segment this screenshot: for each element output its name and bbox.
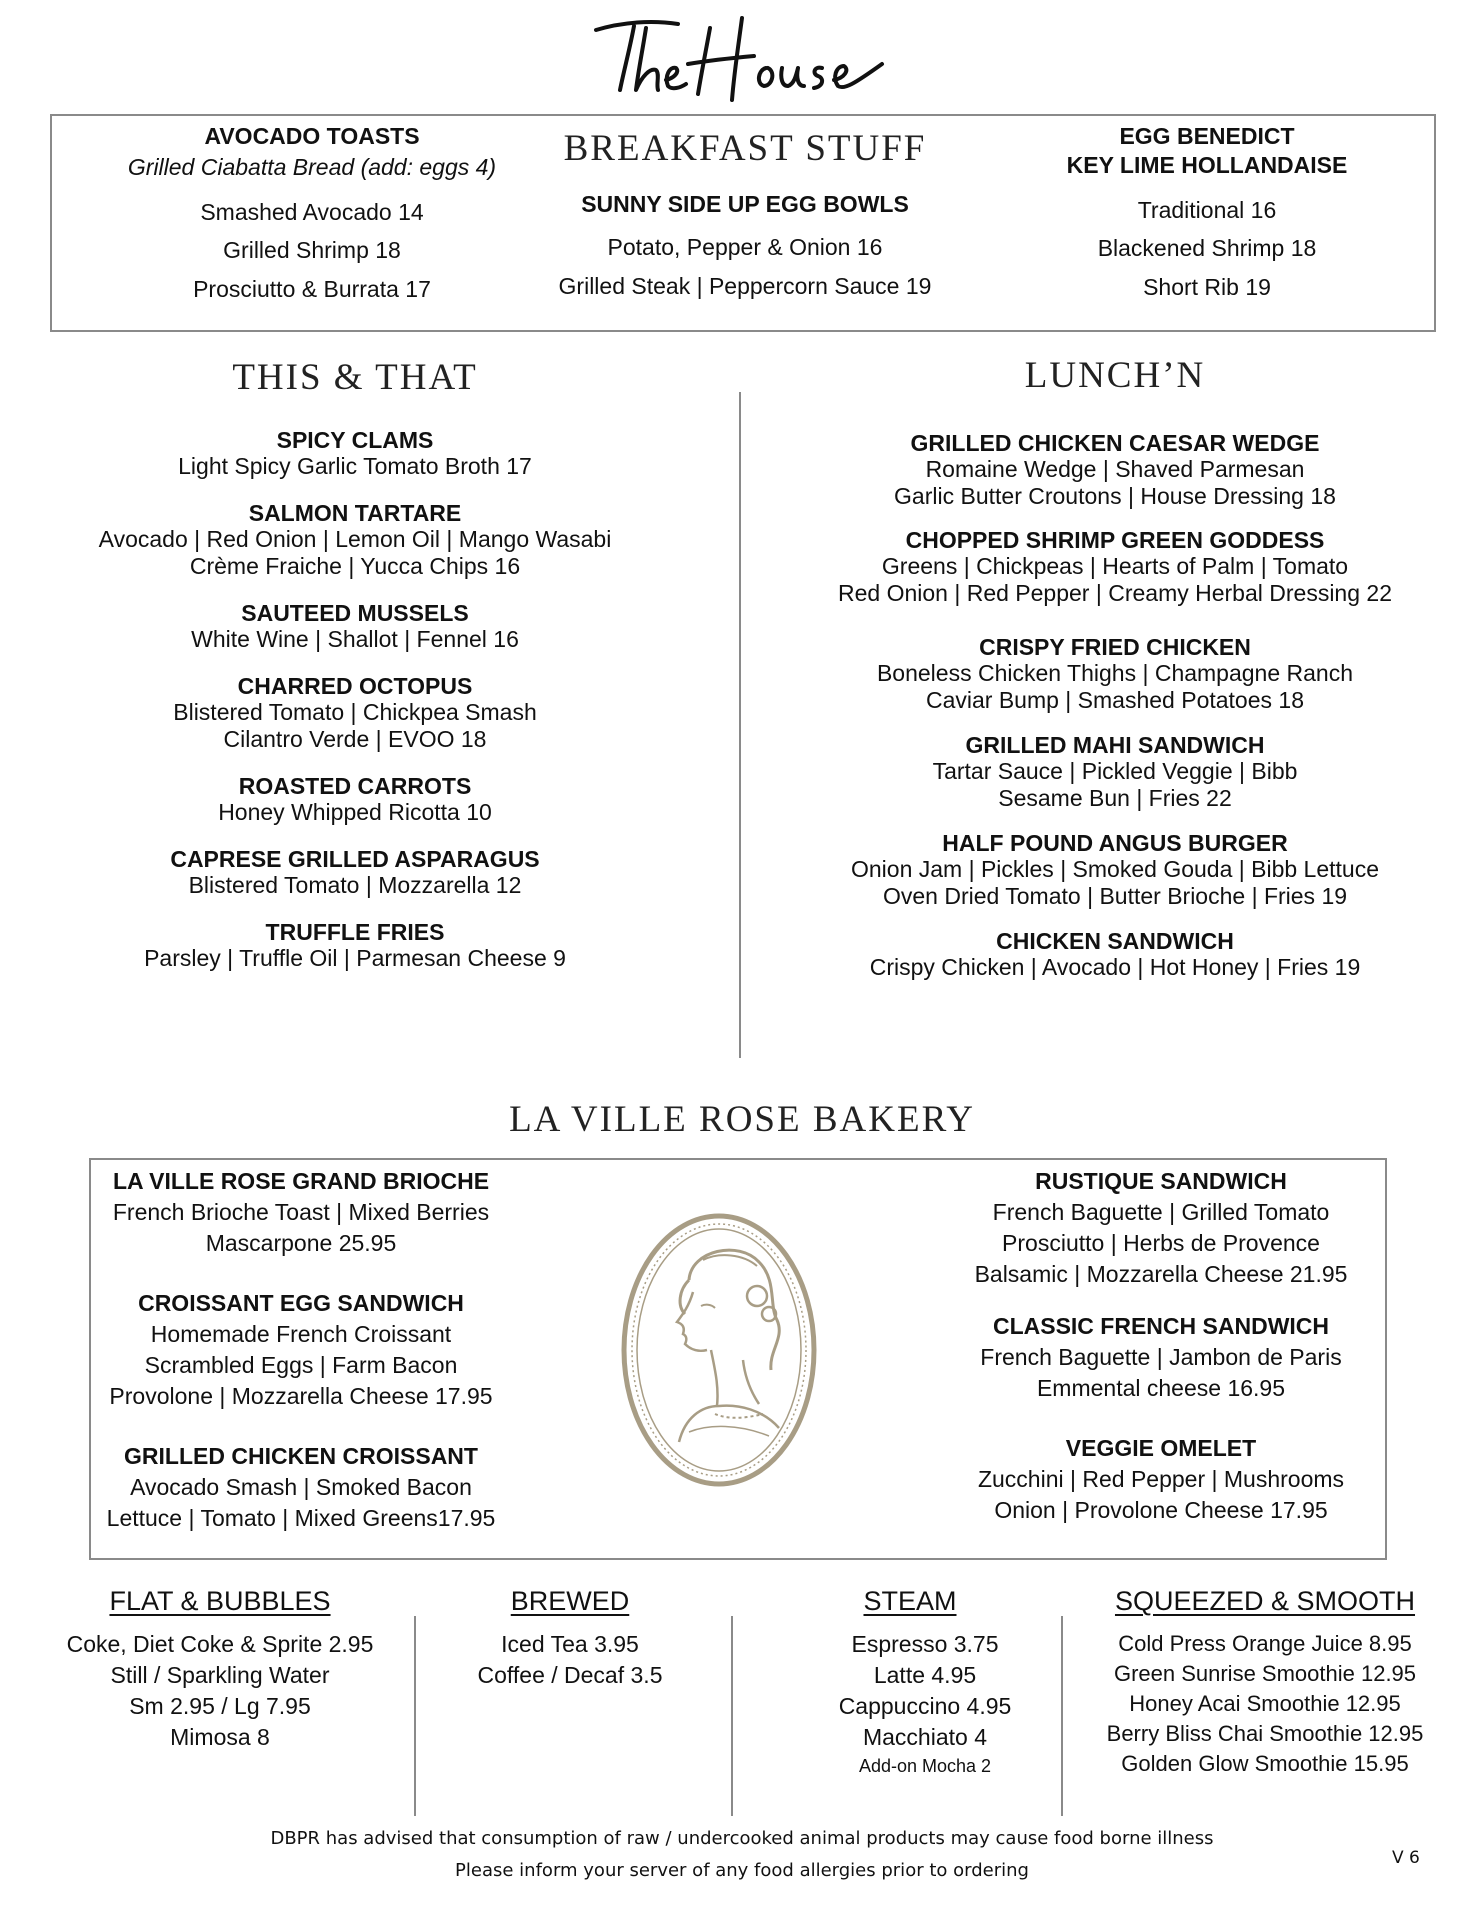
dish-name: GRILLED CHICKEN CAESAR WEDGE <box>910 430 1320 456</box>
drinks-heading: SQUEEZED & SMOOTH <box>1114 1586 1416 1616</box>
bakery-box <box>89 1158 1387 1560</box>
drink-item: Cold Press Orange Juice 8.95 <box>1118 1631 1412 1656</box>
dish-desc: Honey Whipped Ricotta 10 <box>218 799 492 825</box>
drinks-list <box>790 1629 1060 1779</box>
key-lime-heading: KEY LIME HOLLANDAISE <box>1066 151 1348 178</box>
dish-name: CRISPY FRIED CHICKEN <box>979 634 1251 660</box>
dish <box>40 673 670 753</box>
dish <box>91 1166 511 1259</box>
breakfast-item: Short Rib 19 <box>1143 274 1271 300</box>
dish-name: CHARRED OCTOPUS <box>237 673 473 699</box>
dish <box>790 928 1440 981</box>
dish <box>40 846 670 899</box>
drink-item: Honey Acai Smoothie 12.95 <box>1129 1691 1401 1716</box>
egg-bowls-section <box>522 116 968 301</box>
dish-desc: Light Spicy Garlic Tomato Broth 17 <box>178 453 532 479</box>
dish-name: SAUTEED MUSSELS <box>241 600 469 626</box>
dish-name: VEGGIE OMELET <box>1065 1435 1257 1461</box>
dish-desc: Homemade French Croissant <box>150 1321 452 1347</box>
drinks-heading: FLAT & BUBBLES <box>109 1586 331 1616</box>
dish-name: GRILLED CHICKEN CROISSANT <box>124 1443 478 1469</box>
lunch-title: LUNCH’N <box>1024 355 1206 396</box>
this-and-that-title: THIS & THAT <box>232 357 478 398</box>
dish-desc: Avocado | Red Onion | Lemon Oil | Mango Wasabi <box>98 526 612 552</box>
allergy-notice: Please inform your server of any food allergies prior to ordering <box>455 1860 1029 1881</box>
dish-name: SPICY CLAMS <box>276 427 434 453</box>
egg-bowls-heading: SUNNY SIDE UP EGG BOWLS <box>581 191 909 218</box>
dish-desc: Sesame Bun | Fries 22 <box>998 785 1232 811</box>
logo-script <box>582 8 902 103</box>
avocado-toasts-subheading: Grilled Ciabatta Bread (add: eggs 4) <box>127 153 497 180</box>
breakfast-box <box>50 114 1436 332</box>
dish <box>951 1311 1371 1404</box>
version-label: V 6 <box>1392 1848 1420 1868</box>
drink-item: Still / Sparkling Water <box>110 1662 330 1688</box>
dish-desc: Provolone | Mozzarella Cheese 17.95 <box>109 1383 493 1409</box>
drink-item: Macchiato 4 <box>862 1724 987 1750</box>
dish-desc: Boneless Chicken Thighs | Champagne Ranch <box>876 660 1354 686</box>
drink-item: Green Sunrise Smoothie 12.95 <box>1113 1661 1417 1686</box>
dish-desc: Onion Jam | Pickles | Smoked Gouda | Bibb Lettuce <box>850 856 1380 882</box>
drink-item: Mimosa 8 <box>170 1724 270 1750</box>
cameo-portrait-icon <box>619 1210 819 1490</box>
drinks-divider <box>731 1616 733 1816</box>
lunch-list <box>790 430 1440 981</box>
dish-name: CLASSIC FRENCH SANDWICH <box>992 1313 1330 1339</box>
drinks-flat-bubbles <box>40 1586 400 1753</box>
breakfast-item: Grilled Shrimp 18 <box>223 237 401 264</box>
dish-desc: Crème Fraiche | Yucca Chips 16 <box>189 553 521 579</box>
dish <box>40 773 670 826</box>
dish-name: RUSTIQUE SANDWICH <box>1035 1168 1287 1194</box>
drink-item: Espresso 3.75 <box>851 1631 999 1657</box>
dish-name: CHICKEN SANDWICH <box>996 928 1234 954</box>
health-disclaimer: DBPR has advised that consumption of raw / undercooked animal products may cause food borne illness <box>270 1828 1214 1849</box>
dish-desc: Emmental cheese 16.95 <box>1036 1375 1286 1401</box>
dish <box>790 634 1440 714</box>
dish-name: SALMON TARTARE <box>248 500 462 526</box>
drink-note: Add-on Mocha 2 <box>858 1756 992 1776</box>
drinks-list <box>430 1629 710 1691</box>
dish-desc: Prosciutto | Herbs de Provence <box>1002 1230 1320 1256</box>
breakfast-item: Traditional 16 <box>1137 196 1277 223</box>
dish-desc: Zucchini | Red Pepper | Mushrooms <box>977 1466 1345 1492</box>
drinks-list <box>40 1629 400 1753</box>
drinks-list <box>1080 1629 1450 1779</box>
dish-desc: White Wine | Shallot | Fennel 16 <box>191 626 519 652</box>
dish-name: CROISSANT EGG SANDWICH <box>138 1290 464 1316</box>
cameo-illustration <box>619 1210 819 1490</box>
bakery-right-list <box>951 1166 1371 1526</box>
dish-name: ROASTED CARROTS <box>238 773 472 799</box>
breakfast-item: Prosciutto & Burrata 17 <box>193 276 431 302</box>
dish-desc: Tartar Sauce | Pickled Veggie | Bibb <box>932 758 1298 784</box>
dish-desc: Balsamic | Mozzarella Cheese 21.95 <box>974 1261 1348 1287</box>
dish <box>790 732 1440 812</box>
breakfast-item: Potato, Pepper & Onion 16 <box>607 234 883 260</box>
dish-desc: Blistered Tomato | Chickpea Smash <box>173 699 537 725</box>
dish-name: CAPRESE GRILLED ASPARAGUS <box>170 846 540 872</box>
dish-desc: Oven Dried Tomato | Butter Brioche | Fries 19 <box>882 883 1348 909</box>
drink-item: Sm 2.95 / Lg 7.95 <box>129 1693 311 1719</box>
breakfast-title: BREAKFAST STUFF <box>563 128 927 169</box>
dish-desc: Lettuce | Tomato | Mixed Greens17.95 <box>106 1505 496 1531</box>
dish-desc: Red Onion | Red Pepper | Creamy Herbal Dressing 22 <box>838 580 1392 606</box>
dish-desc: French Baguette | Grilled Tomato <box>992 1199 1330 1225</box>
egg-benedict-heading: EGG BENEDICT <box>1119 123 1295 149</box>
drink-item: Latte 4.95 <box>873 1662 977 1688</box>
dish <box>790 830 1440 910</box>
dish-desc: Mascarpone 25.95 <box>205 1230 397 1256</box>
dish-desc: Blistered Tomato | Mozzarella 12 <box>188 872 522 898</box>
dish-desc: Romaine Wedge | Shaved Parmesan <box>925 456 1305 482</box>
drinks-divider <box>1061 1616 1063 1816</box>
egg-benedict-section <box>997 116 1417 302</box>
drink-item: Cappuccino 4.95 <box>838 1693 1012 1719</box>
dish <box>91 1288 511 1412</box>
dish-desc: Scrambled Eggs | Farm Bacon <box>144 1352 458 1378</box>
dish-desc: Cilantro Verde | EVOO 18 <box>223 726 487 752</box>
dish-desc: Parsley | Truffle Oil | Parmesan Cheese 9 <box>144 945 566 971</box>
drinks-steam <box>760 1586 1060 1779</box>
drinks-divider <box>414 1616 416 1816</box>
drink-item: Coffee / Decaf 3.5 <box>477 1662 663 1688</box>
dish-name: GRILLED MAHI SANDWICH <box>965 732 1265 758</box>
drink-item: Iced Tea 3.95 <box>501 1631 639 1657</box>
drinks-brewed <box>430 1586 710 1691</box>
dish-name: HALF POUND ANGUS BURGER <box>942 830 1288 856</box>
drinks-heading: BREWED <box>510 1586 630 1616</box>
this-and-that-list <box>40 427 670 972</box>
dish <box>40 427 670 480</box>
dish <box>790 527 1440 607</box>
dish-name: CHOPPED SHRIMP GREEN GODDESS <box>905 527 1325 553</box>
dish <box>40 919 670 972</box>
dish-desc: French Baguette | Jambon de Paris <box>980 1344 1342 1370</box>
dish <box>951 1166 1371 1290</box>
drinks-squeezed-smooth <box>1080 1586 1450 1779</box>
bakery-left-list <box>91 1166 511 1534</box>
dish-desc: Crispy Chicken | Avocado | Hot Honey | Fries 19 <box>869 954 1361 980</box>
dish <box>40 600 670 653</box>
logo <box>0 8 1484 103</box>
dish-name: TRUFFLE FRIES <box>265 919 445 945</box>
dish-desc: Greens | Chickpeas | Hearts of Palm | Tomato <box>881 553 1349 579</box>
column-divider <box>739 392 741 1058</box>
dish <box>951 1433 1371 1526</box>
bakery-title: LA VILLE ROSE BAKERY <box>509 1099 975 1140</box>
drinks-heading: STEAM <box>863 1586 957 1616</box>
breakfast-item: Blackened Shrimp 18 <box>1097 235 1317 262</box>
avocado-toasts-section <box>72 116 552 304</box>
dish <box>40 500 670 580</box>
drink-item: Coke, Diet Coke & Sprite 2.95 <box>66 1631 374 1657</box>
breakfast-item: Grilled Steak | Peppercorn Sauce 19 <box>558 272 932 299</box>
dish-desc: Avocado Smash | Smoked Bacon <box>130 1474 472 1500</box>
dish-desc: Onion | Provolone Cheese 17.95 <box>994 1497 1328 1523</box>
dish-desc: Caviar Bump | Smashed Potatoes 18 <box>925 687 1304 713</box>
breakfast-item: Smashed Avocado 14 <box>200 198 424 225</box>
avocado-toasts-heading: AVOCADO TOASTS <box>204 123 420 149</box>
drink-item: Berry Bliss Chai Smoothie 12.95 <box>1106 1721 1424 1746</box>
drink-item: Golden Glow Smoothie 15.95 <box>1121 1751 1409 1776</box>
dish-name: LA VILLE ROSE GRAND BRIOCHE <box>112 1168 490 1194</box>
dish-desc: Garlic Butter Croutons | House Dressing 18 <box>894 483 1336 509</box>
dish-desc: French Brioche Toast | Mixed Berries <box>112 1199 490 1225</box>
dish <box>790 430 1440 510</box>
dish <box>91 1441 511 1534</box>
